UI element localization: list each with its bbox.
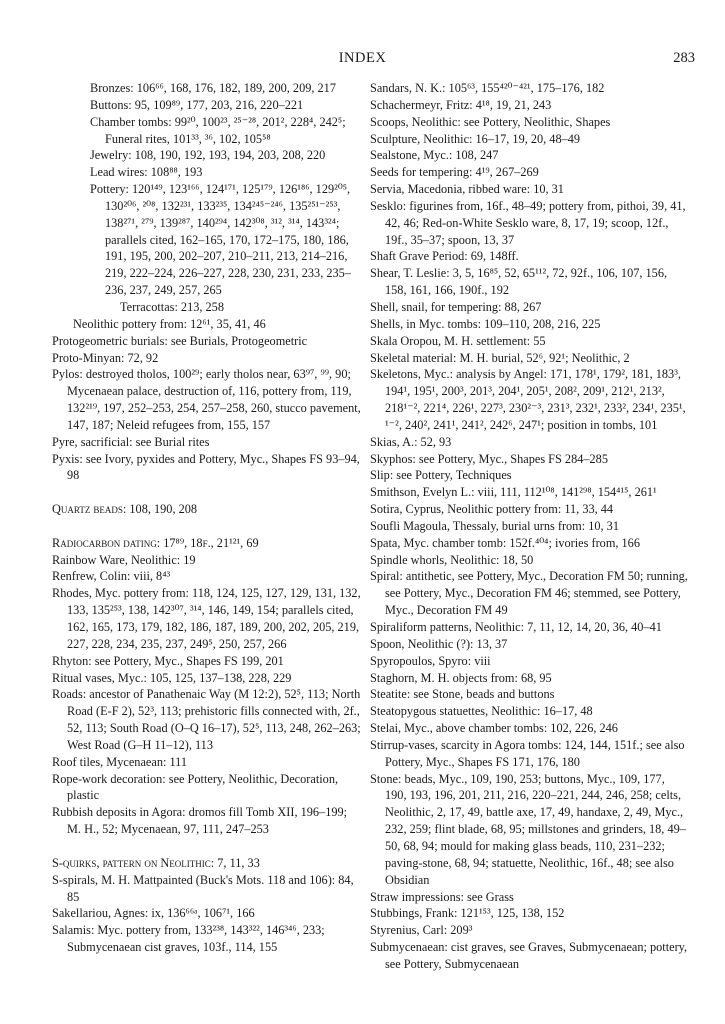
- index-entry: Skias, A.: 52, 93: [370, 434, 452, 449]
- index-entry: S-quirks, pattern on Neolithic: 7, 11, 33: [52, 855, 260, 870]
- index-entry: Skala Oropou, M. H. settlement: 55: [370, 333, 546, 348]
- index-entry: Sculpture, Neolithic: 16–17, 19, 20, 48–49: [370, 131, 581, 146]
- index-entry: Skeletal material: M. H. burial, 52⁶, 92¹; Neolithic, 2: [370, 350, 630, 365]
- index-entry: Chamber tombs: 99²⁰, 100²³, ²⁵⁻²⁸, 201², 228⁴, 242⁵; Funeral rites, 101³³, ³⁶, 102, 105⁵⁸: [90, 114, 346, 146]
- index-entry: Slip: see Pottery, Techniques: [370, 468, 512, 483]
- index-entry: Pyxis: see Ivory, pyxides and Pottery, Myc., Shapes FS 93–94, 98: [52, 451, 360, 483]
- index-entry: Spiraliform patterns, Neolithic: 7, 11, 12, 14, 20, 36, 40–41: [370, 620, 662, 634]
- index-entry: Neolithic pottery from: 12⁶¹, 35, 41, 46: [73, 316, 266, 331]
- index-entry: Sakellariou, Agnes: ix, 136⁶⁶ᵃ, 106⁷¹, 166: [52, 906, 255, 921]
- index-entry: Rhodes, Myc. pottery from: 118, 124, 125, 127, 129, 131, 132, 133, 135²⁵³, 138, 142³⁰⁷, ³¹⁴, 146, 149, 154; parallels cited, 162, 165, 173, 179, 182, 186, 187, 189, 200, 202, 205, 219, 227, 228, 234, 235, 237, 249⁵, 250, 257, 266: [52, 586, 361, 651]
- index-entry: Skyphos: see Pottery, Myc., Shapes FS 284–285: [370, 451, 608, 466]
- index-column-right: [370, 80, 688, 973]
- index-entry: Lead wires: 108⁸⁸, 193: [90, 165, 203, 180]
- index-entry: Sealstone, Myc.: 108, 247: [370, 148, 499, 163]
- index-entry: Protogeometric burials: see Burials, Protogeometric: [52, 333, 308, 348]
- index-entry: Styrenius, Carl: 209³: [370, 923, 473, 938]
- index-entry: Scoops, Neolithic: see Pottery, Neolithic, Shapes: [370, 114, 611, 129]
- index-entry: Shells, in Myc. tombs: 109–110, 208, 216, 225: [370, 316, 601, 331]
- index-entry: Pylos: destroyed tholos, 100²⁹; early tholos near, 63⁹⁷, ⁹⁹, 90; Mycenaean palace, destruction of, 116, pottery from, 119, 132²¹⁹, 197, 252–253, 254, 257–258, 260, stucco pavement, 147, 187; Neleid refugees from, 155, 157: [52, 367, 361, 432]
- index-entry: Skeletons, Myc.: analysis by Angel: 171, 178¹, 179², 181, 183³, 194¹, 195¹, 200³, 201³, 204¹, 205¹, 208², 209¹, 212¹, 213², 218¹⁻², 221⁴, 226¹, 227³, 230²⁻³, 231³, 232¹, 233², 234¹, 235¹, ¹⁻², 240², 241¹, 241², 242⁶, 247¹; position in tombs, 101: [370, 367, 686, 432]
- index-entry: Steatite: see Stone, beads and buttons: [370, 687, 555, 702]
- index-entry: Salamis: Myc. pottery from, 133²³⁸, 143³²², 146³⁴⁶, 233; Submycenaean cist graves, 103f., 114, 155: [52, 923, 325, 955]
- index-entry: Submycenaean: cist graves, see Graves, Submycenaean; pottery, see Pottery, Submycenaean: [370, 940, 688, 971]
- index-entry: Pottery: 120¹⁴⁹, 123¹⁶⁶, 124¹⁷¹, 125¹⁷⁹, 126¹⁸⁶, 129²⁰⁵, 130²⁰⁶, ²⁰⁸, 132²³¹, 133²³⁵, 134²⁴⁵⁻²⁴⁶, 135²⁵¹⁻²⁵³, 138²⁷¹, ²⁷⁹, 139²⁸⁷, 140²⁹⁴, 142³⁰⁸, ³¹², ³¹⁴, 143³²⁴; parallels cited, 162–165, 170, 172–175, 180, 186, 191, 195, 200, 202–207, 210–211, 213, 214–216, 219, 222–224, 226–227, 228, 230, 231, 233, 235–236, 237, 249, 257, 265: [90, 182, 351, 298]
- index-entry: Roof tiles, Mycenaean: 111: [52, 754, 188, 769]
- index-entry: Stubbings, Frank: 121¹⁵³, 125, 138, 152: [370, 906, 565, 921]
- index-entry: Bronzes: 106⁶⁶, 168, 176, 182, 189, 200, 209, 217: [90, 81, 336, 95]
- index-entry: Spindle whorls, Neolithic: 18, 50: [370, 552, 534, 567]
- index-entry: Sandars, N. K.: 105⁶³, 155⁴²⁰⁻⁴²¹, 175–176, 182: [370, 81, 605, 95]
- page-number: 283: [673, 50, 695, 66]
- index-entry: Spoon, Neolithic (?): 13, 37: [370, 636, 508, 651]
- index-entry: Shear, T. Leslie: 3, 5, 16⁸⁵, 52, 65¹¹², 72, 92f., 106, 107, 156, 158, 161, 166, 190f., 192: [370, 266, 668, 298]
- index-entry: Roads: ancestor of Panathenaic Way (M 12:2), 52⁵, 113; North Road (E-F 2), 52³, 113; prehistoric fills connected with, 2f., 52, 113; South Road (O–Q 16–17), 52⁵, 113, 248, 262–263; West Road (G–H 11–12), 113: [52, 687, 361, 752]
- index-entry: Spiral: antithetic, see Pottery, Myc., Decoration FM 50; running, see Pottery, Myc., Decoration FM 46; stemmed, see Pottery, Myc., Decoration FM 49: [370, 569, 688, 618]
- index-entry: Jewelry: 108, 190, 192, 193, 194, 203, 208, 220: [90, 148, 326, 163]
- index-entry: Spyropoulos, Spyro: viii: [370, 653, 491, 668]
- index-entry: Stone: beads, Myc., 109, 190, 253; buttons, Myc., 109, 177, 190, 193, 196, 201, 211, 216, 220–221, 244, 246, 258; celts, Neolithic, 2, 17, 49, battle axe, 17, 49, handaxe, 2, 49, Myc., 232, 259; flint blade, 68, 95; millstones and grinders, 18, 49–50, 68, 94; mould for making glass beads, 110, 231–232; paving-stone, 68, 94; statuette, Neolithic, 16f., 48; see also Obsidian: [370, 771, 686, 887]
- index-entry: Straw impressions: see Grass: [370, 889, 514, 904]
- index-entry: Quartz beads: 108, 190, 208: [52, 502, 198, 517]
- index-entry: Pyre, sacrificial: see Burial rites: [52, 434, 210, 449]
- index-entry: Rhyton: see Pottery, Myc., Shapes FS 199, 201: [52, 653, 284, 668]
- index-entry: Steatopygous statuettes, Neolithic: 16–17, 48: [370, 704, 593, 719]
- index-entry: Soufli Magoula, Thessaly, burial urns from: 10, 31: [370, 518, 619, 533]
- index-entry: Ritual vases, Myc.: 105, 125, 137–138, 228, 229: [52, 670, 292, 685]
- index-entry: Terracottas: 213, 258: [120, 299, 224, 314]
- index-entry: Smithson, Evelyn L.: viii, 111, 112¹⁰⁸, 141²⁹⁸, 154⁴¹⁵, 261¹: [370, 485, 657, 500]
- index-entry: Shaft Grave Period: 69, 148ff.: [370, 249, 519, 264]
- index-column-left: [52, 80, 364, 956]
- index-entry: Schachermeyr, Fritz: 4¹⁸, 19, 21, 243: [370, 97, 552, 112]
- index-entry: Seeds for tempering: 4¹⁹, 267–269: [370, 165, 539, 180]
- index-entry: Rope-work decoration: see Pottery, Neolithic, Decoration, plastic: [52, 771, 339, 803]
- index-entry: Renfrew, Colin: viii, 8⁴³: [52, 569, 171, 584]
- index-entry: Spata, Myc. chamber tomb: 152f.⁴⁰⁴; ivories from, 166: [370, 535, 640, 550]
- index-entry: Rubbish deposits in Agora: dromos fill Tomb XII, 196–199; M. H., 52; Mycenaean, 97, 111, 247–253: [52, 805, 348, 837]
- index-entry: Staghorn, M. H. objects from: 68, 95: [370, 670, 552, 685]
- index-entry: Servia, Macedonia, ribbed ware: 10, 31: [370, 182, 564, 197]
- running-header-title: INDEX: [338, 50, 387, 66]
- index-entry: S-spirals, M. H. Mattpainted (Buck's Mots. 118 and 106): 84, 85: [52, 872, 354, 904]
- index-entry: Proto-Minyan: 72, 92: [52, 350, 159, 365]
- index-entry: Radiocarbon dating: 17⁸⁹, 18f., 21¹²¹, 69: [52, 535, 259, 550]
- index-entry: Rainbow Ware, Neolithic: 19: [52, 552, 196, 567]
- index-entry: Buttons: 95, 109⁸⁹, 177, 203, 216, 220–221: [90, 97, 304, 112]
- index-entry: Stelai, Myc., above chamber tombs: 102, 226, 246: [370, 721, 618, 736]
- index-entry: Stirrup-vases, scarcity in Agora tombs: 124, 144, 151f.; see also Pottery, Myc., Shapes FS 171, 176, 180: [370, 737, 685, 769]
- index-entry: Sesklo: figurines from, 16f., 48–49; pottery from, pithoi, 39, 41, 42, 46; Red-on-White Sesklo ware, 8, 17, 19; scoop, 12f., 19f., 35–37; spoon, 13, 37: [370, 198, 686, 247]
- index-entry: Sotira, Cyprus, Neolithic pottery from: 11, 33, 44: [370, 502, 614, 517]
- index-entry: Shell, snail, for tempering: 88, 267: [370, 299, 542, 314]
